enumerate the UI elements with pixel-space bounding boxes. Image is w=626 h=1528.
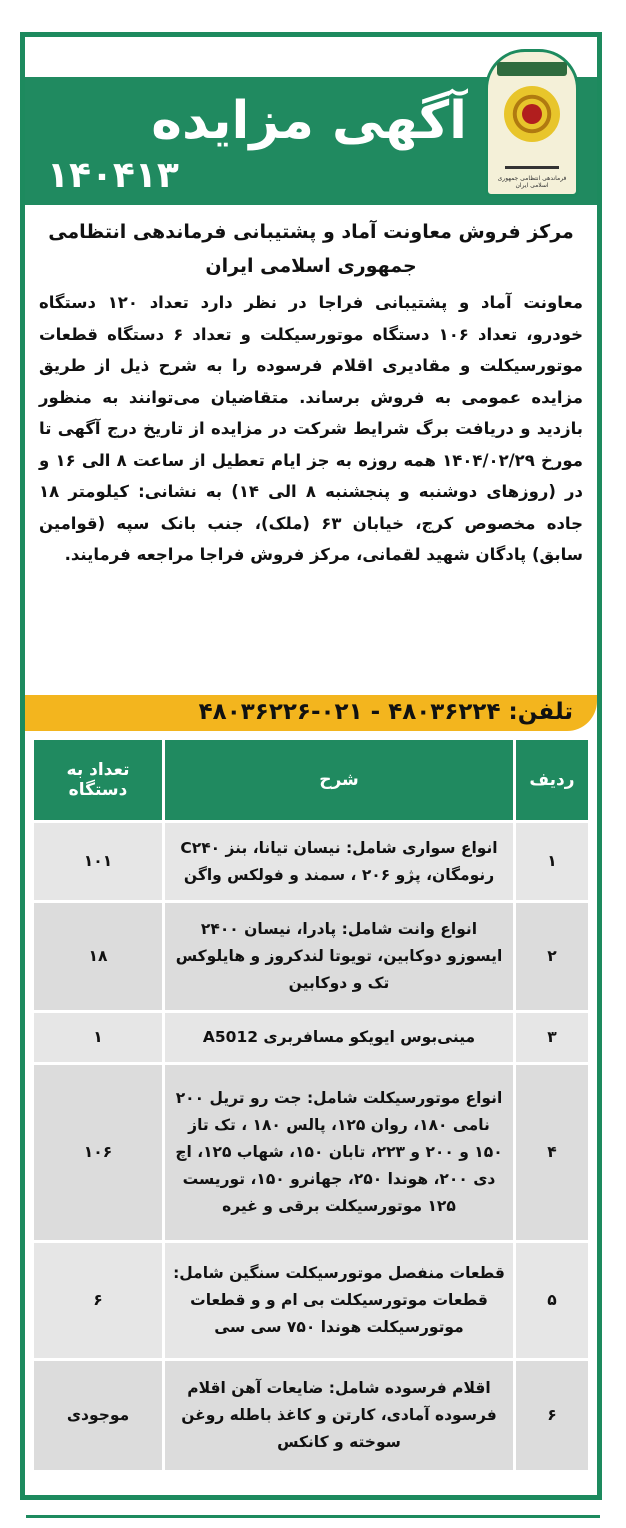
items-table: [31, 737, 591, 1473]
header-quantity: تعداد به دستگاه: [33, 739, 164, 822]
row-description: انواع وانت شامل: پادرا، نیسان ۲۴۰۰ ایسوزو دوکابین، تویوتا لندکروز و هایلوکس تک و دوکابین: [164, 902, 515, 1012]
notice-number: ۱۴۰۴۱۳: [47, 155, 179, 196]
row-description: انواع سواری شامل: نیسان تیانا، بنز C۲۴۰ رنومگان، پژو ۲۰۶ ، سمند و فولکس واگن: [164, 822, 515, 902]
table-row: [33, 1242, 590, 1360]
phone-line: [65, 699, 573, 725]
phone-numbers: ۴۸۰۳۶۲۲۴ - ۰۲۱-۴۸۰۳۶۲۲۶: [198, 699, 501, 725]
emblem-caption: فرماندهی انتظامی جمهوری اسلامی ایران: [497, 175, 567, 189]
police-emblem-icon: [485, 49, 579, 197]
table-header-row: [33, 739, 590, 822]
scales-icon: [505, 148, 559, 169]
row-description: انواع موتورسیکلت شامل: جت رو تریل ۲۰۰ نامی ۱۸۰، روان ۱۲۵، پالس ۱۸۰ ، تک تاز ۱۵۰ و ۲۰۰ و ۲۲۳، تابان ۱۵۰، شهاب ۱۲۵، اچ دی ۲۰۰، هوندا ۲۵۰، جهانرو ۱۵۰، توریست ۱۲۵ موتورسیکلت برقی و غیره: [164, 1064, 515, 1242]
organization-line-1: مرکز فروش معاونت آماد و پشتیبانی فرماندهی انتظامی: [48, 221, 574, 243]
header-description: شرح: [164, 739, 515, 822]
row-description: قطعات منفصل موتورسیکلت سنگین شامل: قطعات موتورسیکلت بی ام و و قطعات موتورسیکلت هوندا ۷۵۰ سی سی: [164, 1242, 515, 1360]
organization-name: [35, 215, 587, 283]
bottom-divider: [26, 1515, 600, 1518]
header-index: ردیف: [515, 739, 590, 822]
row-index: ۲: [515, 902, 590, 1012]
row-description: اقلام فرسوده شامل: ضایعات آهن اقلام فرسوده آمادی، کارتن و کاغذ باطله روغن سوخته و کانکس: [164, 1360, 515, 1472]
header: [25, 37, 597, 205]
row-quantity: ۶: [33, 1242, 164, 1360]
table-row: [33, 1012, 590, 1064]
row-index: ۳: [515, 1012, 590, 1064]
notice-frame: [20, 32, 602, 1500]
row-quantity: ۱۰۱: [33, 822, 164, 902]
row-quantity: ۱۸: [33, 902, 164, 1012]
row-index: ۶: [515, 1360, 590, 1472]
emblem-top-band: [497, 62, 567, 76]
row-quantity: ۱۰۶: [33, 1064, 164, 1242]
table-row: [33, 822, 590, 902]
table-row: [33, 1360, 590, 1472]
organization-line-2: جمهوری اسلامی ایران: [205, 255, 417, 277]
notice-title: آگهی مزایده: [151, 91, 467, 151]
emblem-sun-icon: [504, 86, 560, 142]
table-row: [33, 1064, 590, 1242]
table-row: [33, 902, 590, 1012]
row-description: مینی‌بوس ایویکو مسافربری A5012: [164, 1012, 515, 1064]
notice-body: معاونت آماد و پشتیبانی فراجا در نظر دارد تعداد ۱۲۰ دستگاه خودرو، تعداد ۱۰۶ دستگاه موتورسیکلت و تعداد ۶ دستگاه قطعات موتورسیکلت و مقادیری اقلام فرسوده را به شرح ذیل از طریق مزایده عمومی به فروش برساند. متقاضیان می‌توانند به منظور بازدید و دریافت برگ شرایط شرکت در مزایده از تاریخ درج آگهی تا مورخ ۱۴۰۴/۰۲/۲۹ همه روزه به جز ایام تعطیل از ساعت ۸ الی ۱۶ و در (روزهای دوشنبه و پنجشنبه ۸ الی ۱۴) به نشانی: کیلومتر ۱۸ جاده مخصوص کرج، خیابان ۶۳ (ملک)، جنب بانک سپه (قوامین سابق) پادگان شهید لقمانی، مرکز فروش فراجا مراجعه فرمایند.: [39, 293, 584, 564]
row-index: ۵: [515, 1242, 590, 1360]
row-quantity: موجودی: [33, 1360, 164, 1472]
row-index: ۱: [515, 822, 590, 902]
row-index: ۴: [515, 1064, 590, 1242]
phone-label: تلفن:: [508, 699, 573, 725]
row-quantity: ۱: [33, 1012, 164, 1064]
phone-bar: [25, 695, 597, 731]
